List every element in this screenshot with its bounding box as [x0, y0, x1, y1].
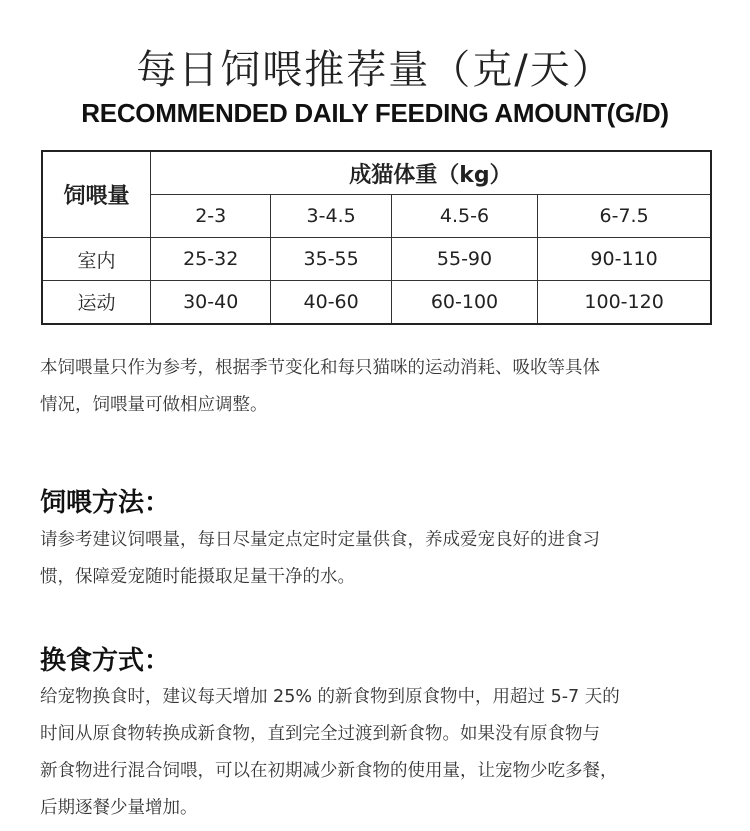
row-label: 运动: [42, 281, 151, 324]
weight-cell: 3-4.5: [271, 195, 391, 238]
method-heading: 饲喂方法：: [40, 488, 171, 518]
table-row-active: [42, 281, 711, 324]
switch-line: 时间从原食物转换成新食物，直到完全过渡到新食物。如果没有原食物与: [40, 724, 600, 744]
weight-cell: 6-7.5: [538, 195, 711, 238]
page-title: 每日饲喂推荐量（克/天）: [136, 47, 614, 93]
weight-header-cell: 成猫体重（kg）: [151, 151, 712, 195]
table-row-indoor: [42, 238, 711, 281]
value-cell: 30-40: [151, 281, 271, 324]
value-cell: 60-100: [391, 281, 537, 324]
value-cell: 25-32: [151, 238, 271, 281]
switch-line: 新食物进行混合饲喂，可以在初期减少新食物的使用量，让宠物少吃多餐，: [40, 761, 618, 781]
weight-cell: 2-3: [151, 195, 271, 238]
method-line: 请参考建议饲喂量，每日尽量定点定时定量供食，养成爱宠良好的进食习: [40, 530, 600, 550]
value-cell: 35-55: [271, 238, 391, 281]
feeding-table: [41, 150, 712, 325]
page-subtitle: RECOMMENDED DAILY FEEDING AMOUNT(G/D): [81, 98, 669, 128]
switch-line: 给宠物换食时，建议每天增加 25% 的新食物到原食物中，用超过 5-7 天的: [40, 687, 620, 707]
value-cell: 90-110: [538, 238, 711, 281]
note-line: 情况，饲喂量可做相应调整。: [40, 395, 268, 415]
weight-cell: 4.5-6: [391, 195, 537, 238]
note-line: 本饲喂量只作为参考，根据季节变化和每只猫咪的运动消耗、吸收等具体: [40, 358, 600, 378]
switch-paragraph: [40, 679, 716, 827]
switch-line: 后期逐餐少量增加。: [40, 798, 198, 818]
switch-heading: 换食方式：: [40, 646, 171, 676]
note-paragraph: [40, 350, 716, 424]
value-cell: 55-90: [391, 238, 537, 281]
method-line: 惯，保障爱宠随时能摄取足量干净的水。: [40, 567, 355, 587]
method-paragraph: [40, 522, 716, 596]
value-cell: 100-120: [538, 281, 711, 324]
value-cell: 40-60: [271, 281, 391, 324]
row-header-cell: 饲喂量: [42, 151, 151, 238]
row-label: 室内: [42, 238, 151, 281]
